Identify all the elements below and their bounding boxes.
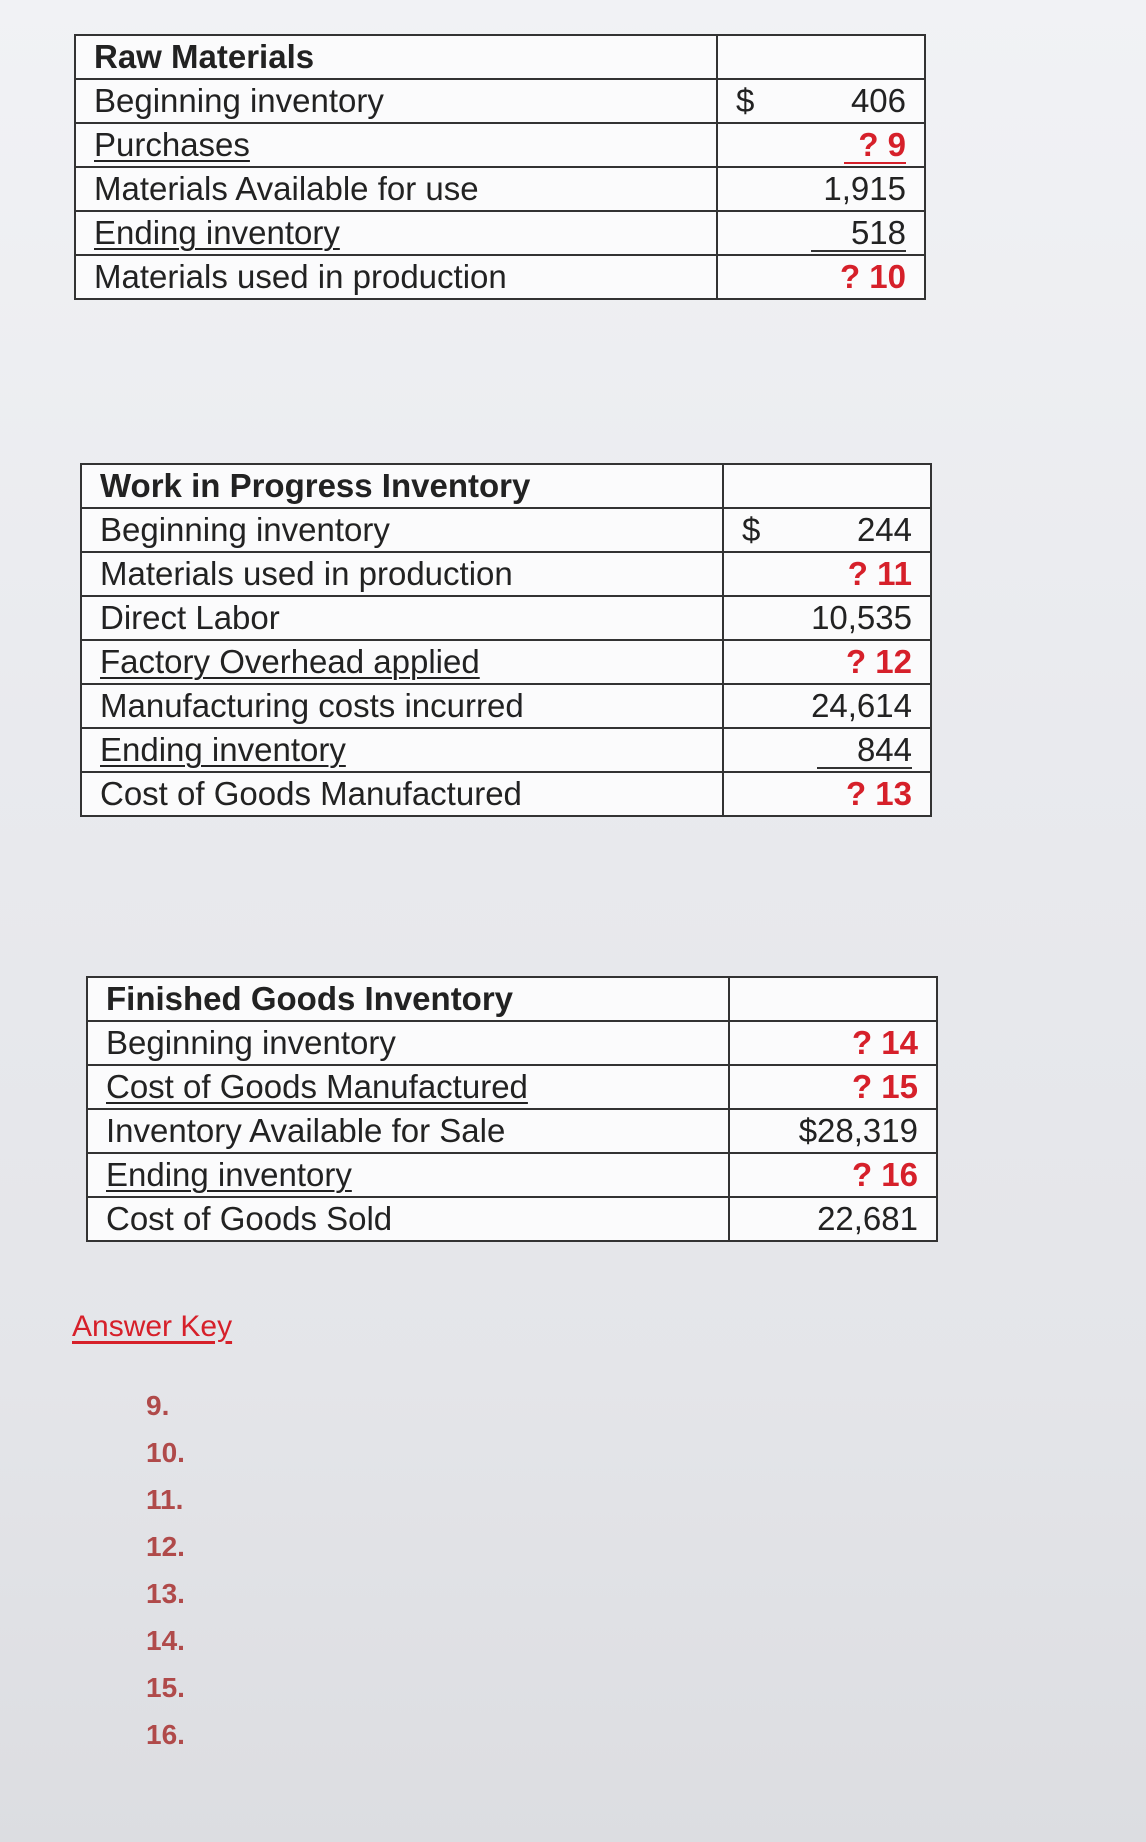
table-header-row — [75, 35, 925, 79]
answer-item: 14. — [146, 1625, 185, 1656]
row-label: Cost of Goods Manufactured — [81, 772, 723, 816]
row-label: Ending inventory — [87, 1153, 729, 1197]
unknown-value: ? 9 — [844, 128, 906, 164]
row-label: Materials used in production — [75, 255, 717, 299]
row-label: Manufacturing costs incurred — [81, 684, 723, 728]
row-value: 24,614 — [723, 684, 931, 728]
row-label: Direct Labor — [81, 596, 723, 640]
unknown-value: ? 13 — [723, 772, 931, 816]
answer-item: 10. — [146, 1437, 185, 1468]
row-value — [723, 728, 931, 772]
row-value: 10,535 — [723, 596, 931, 640]
table-row — [75, 211, 925, 255]
row-label: Inventory Available for Sale — [87, 1109, 729, 1153]
answer-item: 11. — [146, 1484, 184, 1515]
row-label: Ending inventory — [75, 211, 717, 255]
answer-item: 16. — [146, 1719, 185, 1750]
row-value: 22,681 — [729, 1197, 937, 1241]
answer-key-list — [146, 1382, 185, 1758]
table-row — [87, 1109, 937, 1153]
row-label: Beginning inventory — [75, 79, 717, 123]
unknown-value: ? 12 — [723, 640, 931, 684]
table-header-row — [87, 977, 937, 1021]
table-row — [81, 684, 931, 728]
row-value: $28,319 — [729, 1109, 937, 1153]
table-row — [87, 1065, 937, 1109]
value-text: 518 — [811, 216, 906, 252]
row-label: Cost of Goods Manufactured — [87, 1065, 729, 1109]
row-value — [723, 508, 931, 552]
table-title: Finished Goods Inventory — [87, 977, 729, 1021]
dollar-sign: $ — [736, 82, 755, 119]
value-text: 844 — [817, 733, 912, 769]
row-label: Materials Available for use — [75, 167, 717, 211]
row-value — [717, 79, 925, 123]
answer-item: 15. — [146, 1672, 185, 1703]
table-title: Raw Materials — [75, 35, 717, 79]
table-header-amount — [723, 464, 931, 508]
table-row — [87, 1197, 937, 1241]
row-label: Beginning inventory — [87, 1021, 729, 1065]
table-row — [75, 167, 925, 211]
unknown-value: ? 10 — [717, 255, 925, 299]
answer-item: 13. — [146, 1578, 185, 1609]
value-text: 244 — [856, 511, 912, 548]
unknown-value: ? 15 — [729, 1065, 937, 1109]
row-value — [717, 211, 925, 255]
table-row — [81, 596, 931, 640]
row-label: Beginning inventory — [81, 508, 723, 552]
table-header-amount — [729, 977, 937, 1021]
table-header-amount — [717, 35, 925, 79]
table-row — [81, 508, 931, 552]
row-label: Cost of Goods Sold — [87, 1197, 729, 1241]
raw-materials-table — [74, 34, 926, 300]
table-row — [81, 552, 931, 596]
table-row — [87, 1153, 937, 1197]
table-row — [75, 123, 925, 167]
dollar-sign: $ — [742, 511, 761, 548]
finished-goods-table — [86, 976, 938, 1242]
table-row — [81, 772, 931, 816]
row-label: Ending inventory — [81, 728, 723, 772]
table-row — [75, 79, 925, 123]
table-row — [81, 640, 931, 684]
row-value — [717, 123, 925, 167]
table-row — [87, 1021, 937, 1065]
row-label: Materials used in production — [81, 552, 723, 596]
table-header-row — [81, 464, 931, 508]
answer-item: 9. — [146, 1390, 170, 1421]
unknown-value: ? 11 — [723, 552, 931, 596]
value-text: 406 — [850, 82, 906, 119]
unknown-value: ? 14 — [729, 1021, 937, 1065]
table-row — [75, 255, 925, 299]
row-label: Factory Overhead applied — [81, 640, 723, 684]
table-title: Work in Progress Inventory — [81, 464, 723, 508]
work-in-progress-table — [80, 463, 932, 817]
row-value: 1,915 — [717, 167, 925, 211]
answer-key-heading: Answer Key — [72, 1310, 233, 1343]
row-label: Purchases — [75, 123, 717, 167]
table-row — [81, 728, 931, 772]
unknown-value: ? 16 — [729, 1153, 937, 1197]
answer-item: 12. — [146, 1531, 185, 1562]
